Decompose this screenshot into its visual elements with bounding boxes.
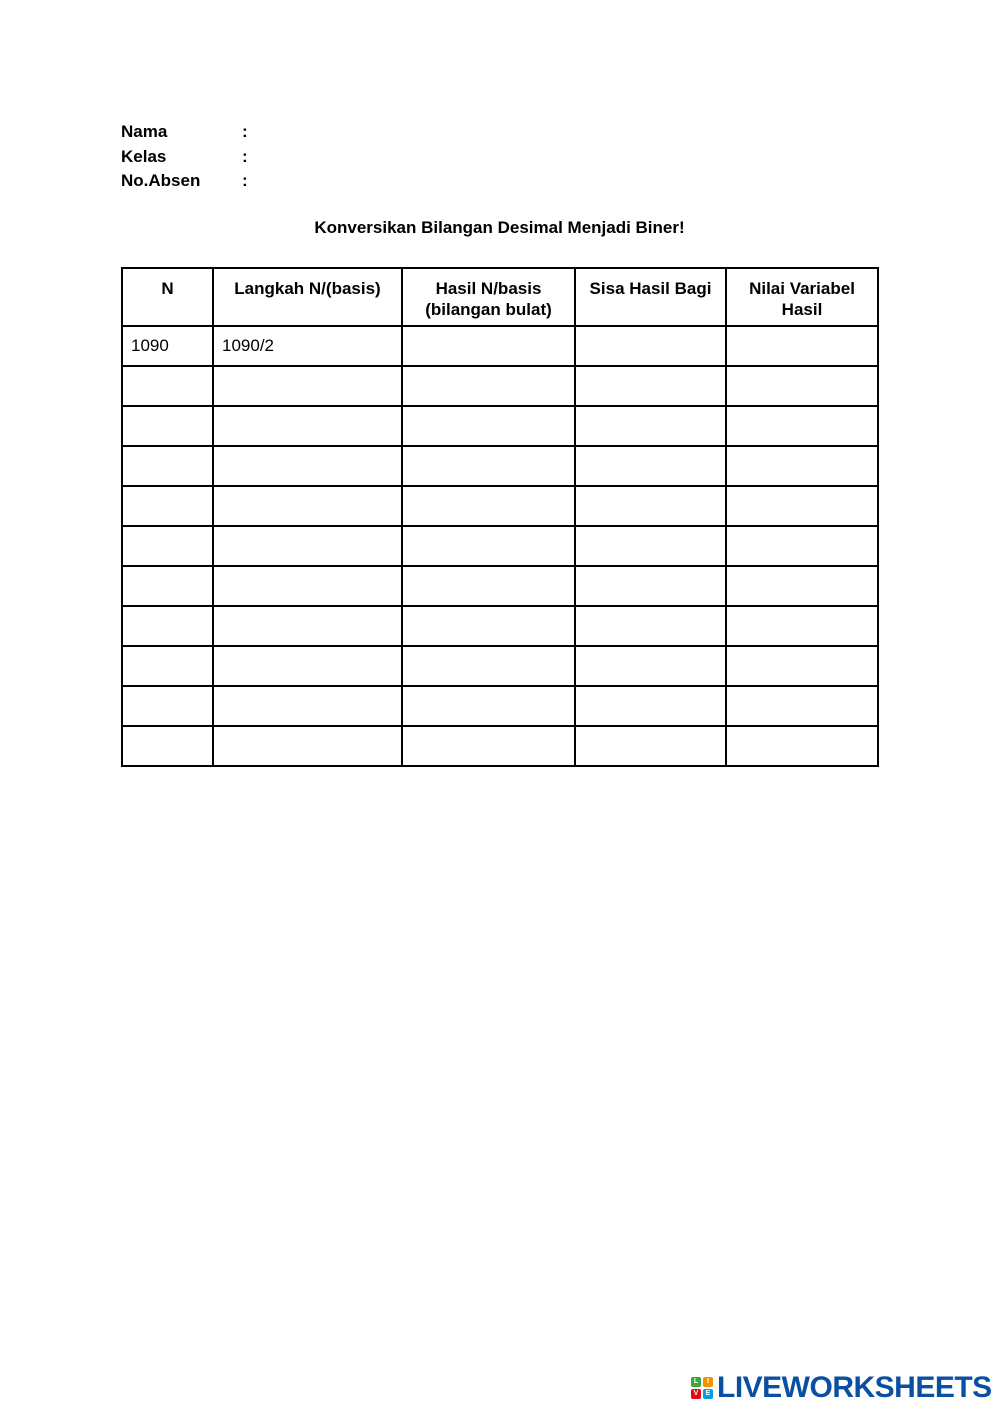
table-cell[interactable] (213, 366, 402, 406)
column-header-hasil: Hasil N/basis (bilangan bulat) (402, 268, 575, 326)
table-cell[interactable] (726, 366, 878, 406)
table-cell[interactable] (575, 366, 726, 406)
table-row (122, 406, 878, 446)
table-cell[interactable]: 1090 (122, 326, 213, 366)
table-cell[interactable] (726, 606, 878, 646)
table-cell[interactable] (575, 406, 726, 446)
table-cell[interactable] (122, 366, 213, 406)
table-cell[interactable] (213, 406, 402, 446)
table-cell[interactable] (402, 726, 575, 766)
field-colon: : (242, 146, 248, 166)
table-cell[interactable] (122, 606, 213, 646)
column-header-langkah: Langkah N/(basis) (213, 268, 402, 326)
table-cell[interactable] (122, 526, 213, 566)
table-cell[interactable] (575, 646, 726, 686)
table-cell[interactable] (575, 486, 726, 526)
table-row (122, 726, 878, 766)
table-cell[interactable] (575, 726, 726, 766)
table-cell[interactable] (122, 486, 213, 526)
table-cell[interactable] (575, 526, 726, 566)
table-cell[interactable] (122, 646, 213, 686)
table-row (122, 646, 878, 686)
table-cell[interactable] (122, 566, 213, 606)
table-cell[interactable] (122, 686, 213, 726)
table-cell[interactable] (402, 526, 575, 566)
worksheet-title: Konversikan Bilangan Desimal Menjadi Biner! (314, 218, 685, 237)
table-cell[interactable] (213, 606, 402, 646)
table-cell[interactable] (402, 326, 575, 366)
logo-text: LIVEWORKSHEETS (717, 1371, 992, 1404)
table-cell[interactable] (122, 446, 213, 486)
table-cell[interactable] (402, 446, 575, 486)
table-cell[interactable] (575, 606, 726, 646)
logo-mark-tile: E (703, 1389, 713, 1399)
table-row (122, 486, 878, 526)
table-row (122, 566, 878, 606)
table-cell[interactable] (213, 526, 402, 566)
table-cell[interactable] (726, 446, 878, 486)
table-cell[interactable] (575, 326, 726, 366)
table-cell[interactable] (726, 526, 878, 566)
field-label: Nama (121, 122, 168, 141)
table-cell[interactable] (213, 686, 402, 726)
table-cell[interactable] (402, 406, 575, 446)
table-row (122, 326, 878, 366)
column-header-nilai: Nilai Variabel Hasil (726, 268, 878, 326)
field-label: Kelas (121, 146, 167, 166)
table-cell[interactable] (726, 686, 878, 726)
table-cell[interactable] (402, 646, 575, 686)
table-cell[interactable] (575, 566, 726, 606)
field-colon: : (242, 171, 248, 190)
table-cell[interactable] (122, 726, 213, 766)
table-cell[interactable] (726, 726, 878, 766)
table-cell[interactable] (402, 566, 575, 606)
logo-mark-tile: L (691, 1377, 701, 1387)
table-row (122, 366, 878, 406)
logo-mark-icon (691, 1377, 713, 1399)
conversion-table (121, 267, 879, 767)
table-cell[interactable] (213, 726, 402, 766)
table-body (122, 326, 878, 766)
table-cell[interactable] (213, 646, 402, 686)
table-cell[interactable] (726, 326, 878, 366)
table-cell[interactable]: 1090/2 (213, 326, 402, 366)
logo-mark-tile: I (703, 1377, 713, 1387)
table-cell[interactable] (402, 686, 575, 726)
table-cell[interactable] (575, 446, 726, 486)
table-cell[interactable] (213, 566, 402, 606)
column-header-n: N (122, 268, 213, 326)
table-cell[interactable] (575, 686, 726, 726)
table-row (122, 526, 878, 566)
logo-mark-tile: V (691, 1389, 701, 1399)
liveworksheets-logo (691, 1372, 992, 1404)
field-label: No.Absen (121, 171, 201, 190)
table-row (122, 686, 878, 726)
table-cell[interactable] (726, 486, 878, 526)
table-cell[interactable] (213, 486, 402, 526)
table-cell[interactable] (402, 366, 575, 406)
table-header-row (122, 268, 878, 326)
table-cell[interactable] (213, 446, 402, 486)
column-header-sisa: Sisa Hasil Bagi (575, 268, 726, 326)
table-cell[interactable] (402, 606, 575, 646)
table-cell[interactable] (122, 406, 213, 446)
table-row (122, 446, 878, 486)
field-colon: : (242, 122, 248, 141)
table-cell[interactable] (402, 486, 575, 526)
table-cell[interactable] (726, 406, 878, 446)
table-cell[interactable] (726, 646, 878, 686)
table-row (122, 606, 878, 646)
table-cell[interactable] (726, 566, 878, 606)
